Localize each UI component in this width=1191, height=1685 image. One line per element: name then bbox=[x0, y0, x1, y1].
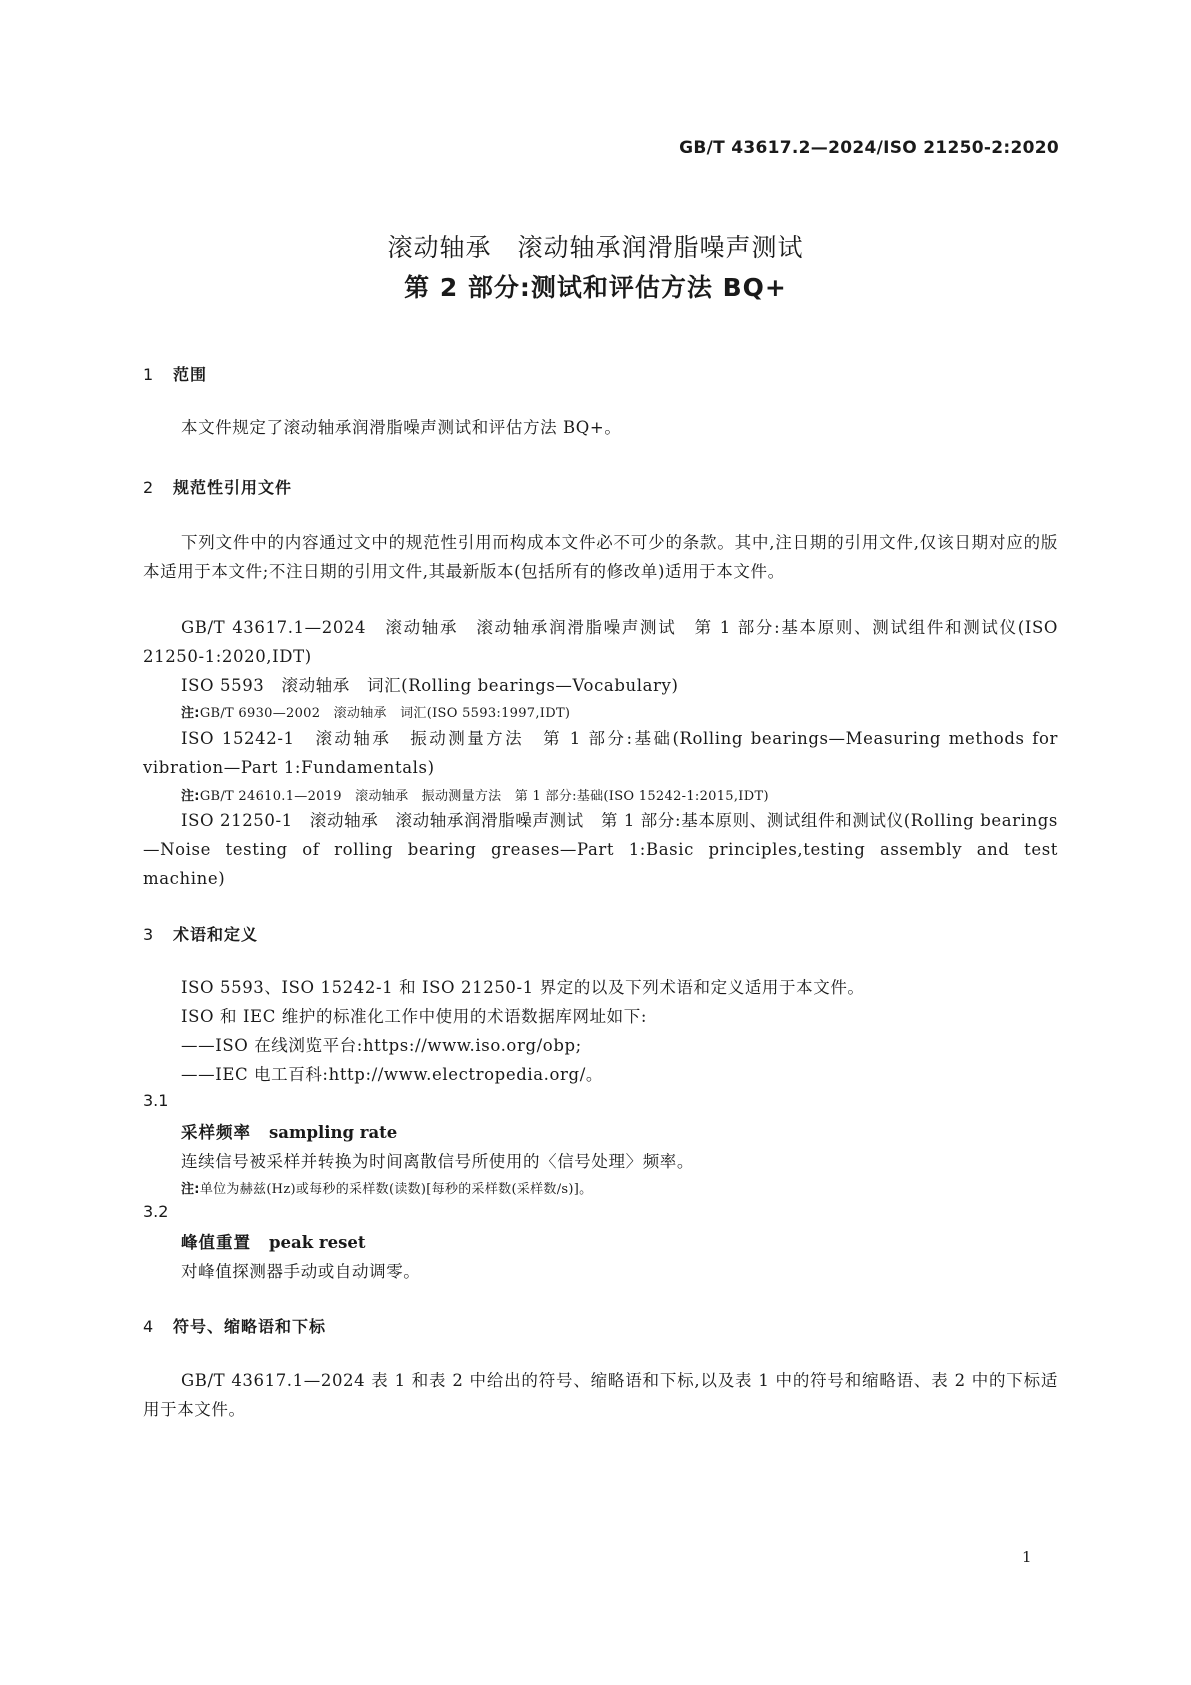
term-english: sampling rate bbox=[269, 1123, 398, 1142]
section-number: 2 bbox=[143, 478, 155, 497]
page-number: 1 bbox=[1022, 1548, 1032, 1566]
section-3-heading bbox=[143, 922, 258, 945]
title-line-1: 滚动轴承 滚动轴承润滑脂噪声测试 bbox=[387, 233, 804, 262]
term-3-2 bbox=[181, 1229, 366, 1253]
section-1-heading bbox=[143, 362, 207, 385]
section-number: 3 bbox=[143, 925, 155, 944]
clause-3-2-number: 3.2 bbox=[143, 1202, 169, 1221]
section-4-heading bbox=[143, 1314, 326, 1337]
section-title: 规范性引用文件 bbox=[173, 478, 293, 497]
reference-4: ISO 21250-1 滚动轴承 滚动轴承润滑脂噪声测试 第 1 部分:基本原则、测试组件和测试仪(Rolling bearings—Noise testing of rolling bearing greases—Part 1:Basic principles,testing assembly and test machine) bbox=[143, 811, 1058, 888]
note-label: 注: bbox=[181, 1182, 200, 1197]
title-line-2: 第 2 部分:测试和评估方法 BQ+ bbox=[404, 273, 787, 302]
term-3-1 bbox=[181, 1119, 397, 1143]
note-text: GB/T 6930—2002 滚动轴承 词汇(ISO 5593:1997,IDT) bbox=[199, 706, 571, 721]
section-1-body: 本文件规定了滚动轴承润滑脂噪声测试和评估方法 BQ+。 bbox=[181, 418, 622, 437]
section-title: 符号、缩略语和下标 bbox=[173, 1317, 327, 1336]
note-text: GB/T 24610.1—2019 滚动轴承 振动测量方法 第 1 部分:基础(ISO 15242-1:2015,IDT) bbox=[199, 789, 769, 804]
section-3-list-item-2: ——IEC 电工百科:http://www.electropedia.org/。 bbox=[181, 1065, 603, 1084]
section-2-intro: 下列文件中的内容通过文中的规范性引用而构成本文件必不可少的条款。其中,注日期的引用文件,仅该日期对应的版本适用于本文件;不注日期的引用文件,其最新版本(包括所有的修改单)适用于本文件。 bbox=[143, 533, 1058, 581]
section-3-para-2: ISO 和 IEC 维护的标准化工作中使用的术语数据库网址如下: bbox=[181, 1007, 648, 1026]
note-1 bbox=[181, 702, 570, 721]
section-3-list-item-1: ——ISO 在线浏览平台:https://www.iso.org/obp; bbox=[181, 1036, 582, 1055]
term-3-1-note bbox=[181, 1178, 592, 1197]
section-number: 1 bbox=[143, 365, 155, 384]
reference-3: ISO 15242-1 滚动轴承 振动测量方法 第 1 部分:基础(Rolling bearings—Measuring methods for vibration—Part 1:Fundamentals) bbox=[143, 729, 1058, 777]
section-4-body: GB/T 43617.1—2024 表 1 和表 2 中给出的符号、缩略语和下标,以及表 1 中的符号和缩略语、表 2 中的下标适用于本文件。 bbox=[143, 1371, 1058, 1419]
section-3-para-1: ISO 5593、ISO 15242-1 和 ISO 21250-1 界定的以及下列术语和定义适用于本文件。 bbox=[181, 978, 865, 997]
reference-2: ISO 5593 滚动轴承 词汇(Rolling bearings—Vocabulary) bbox=[181, 676, 679, 695]
reference-1: GB/T 43617.1—2024 滚动轴承 滚动轴承润滑脂噪声测试 第 1 部分:基本原则、测试组件和测试仪(ISO 21250-1:2020,IDT) bbox=[143, 618, 1058, 666]
term-3-2-definition: 对峰值探测器手动或自动调零。 bbox=[181, 1262, 421, 1281]
term-chinese: 采样频率 bbox=[181, 1123, 251, 1142]
section-2-heading bbox=[143, 475, 292, 498]
section-number: 4 bbox=[143, 1317, 155, 1336]
note-text: 单位为赫兹(Hz)或每秒的采样数(读数)[每秒的采样数(采样数/s)]。 bbox=[199, 1182, 593, 1197]
note-label: 注: bbox=[181, 789, 200, 804]
note-2 bbox=[181, 785, 769, 804]
section-title: 术语和定义 bbox=[173, 925, 259, 944]
note-label: 注: bbox=[181, 706, 200, 721]
document-code: GB/T 43617.2—2024/ISO 21250-2:2020 bbox=[679, 138, 1059, 158]
clause-3-1-number: 3.1 bbox=[143, 1091, 169, 1110]
term-3-1-definition: 连续信号被采样并转换为时间离散信号所使用的〈信号处理〉频率。 bbox=[181, 1152, 694, 1171]
term-english: peak reset bbox=[269, 1233, 366, 1252]
term-chinese: 峰值重置 bbox=[181, 1233, 251, 1252]
section-title: 范围 bbox=[173, 365, 208, 384]
